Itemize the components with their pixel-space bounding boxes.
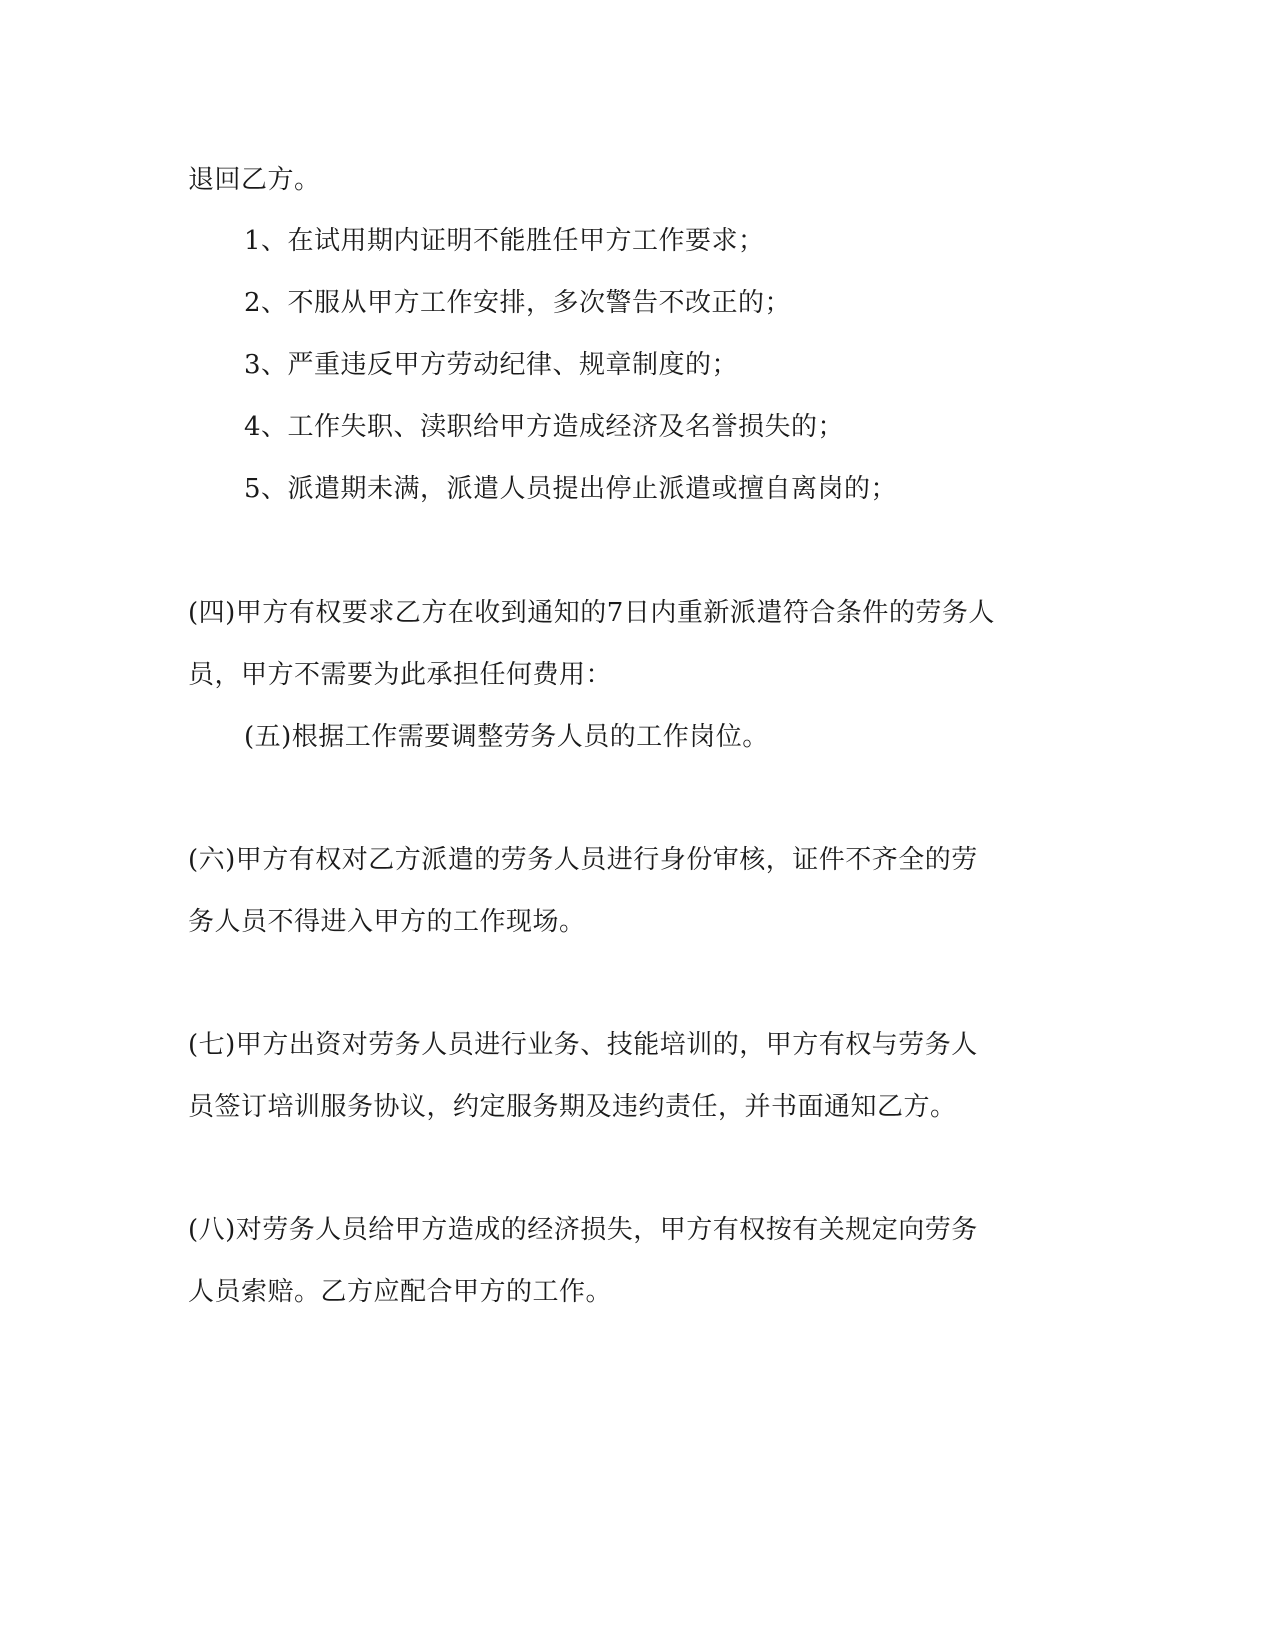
- paragraph-line: (八)对劳务人员给甲方造成的经济损失，甲方有权按有关规定向劳务: [188, 1215, 978, 1245]
- paragraph-line: 人员索赔。乙方应配合甲方的工作。: [188, 1277, 613, 1307]
- list-item: 2、不服从甲方工作安排，多次警告不改正的；: [244, 288, 792, 318]
- paragraph-line: 员签订培训服务协议，约定服务期及违约责任，并书面通知乙方。: [188, 1092, 957, 1122]
- list-item: 5、派遣期未满，派遣人员提出停止派遣或擅自离岗的；: [244, 474, 898, 504]
- paragraph-line: 退回乙方。: [188, 165, 321, 195]
- paragraph-line: (六)甲方有权对乙方派遣的劳务人员进行身份审核，证件不齐全的劳: [188, 845, 978, 875]
- paragraph-line: (五)根据工作需要调整劳务人员的工作岗位。: [244, 722, 769, 752]
- paragraph-line: 务人员不得进入甲方的工作现场。: [188, 907, 586, 937]
- list-item: 3、严重违反甲方劳动纪律、规章制度的；: [244, 350, 739, 380]
- list-item: 4、工作失职、渎职给甲方造成经济及名誉损失的；: [244, 412, 845, 442]
- paragraph-line: (七)甲方出资对劳务人员进行业务、技能培训的，甲方有权与劳务人: [188, 1030, 978, 1060]
- paragraph-line: 员，甲方不需要为此承担任何费用：: [188, 660, 613, 690]
- list-item: 1、在试用期内证明不能胜任甲方工作要求；: [244, 226, 765, 256]
- paragraph-line: (四)甲方有权要求乙方在收到通知的7日内重新派遣符合条件的劳务人: [188, 598, 995, 628]
